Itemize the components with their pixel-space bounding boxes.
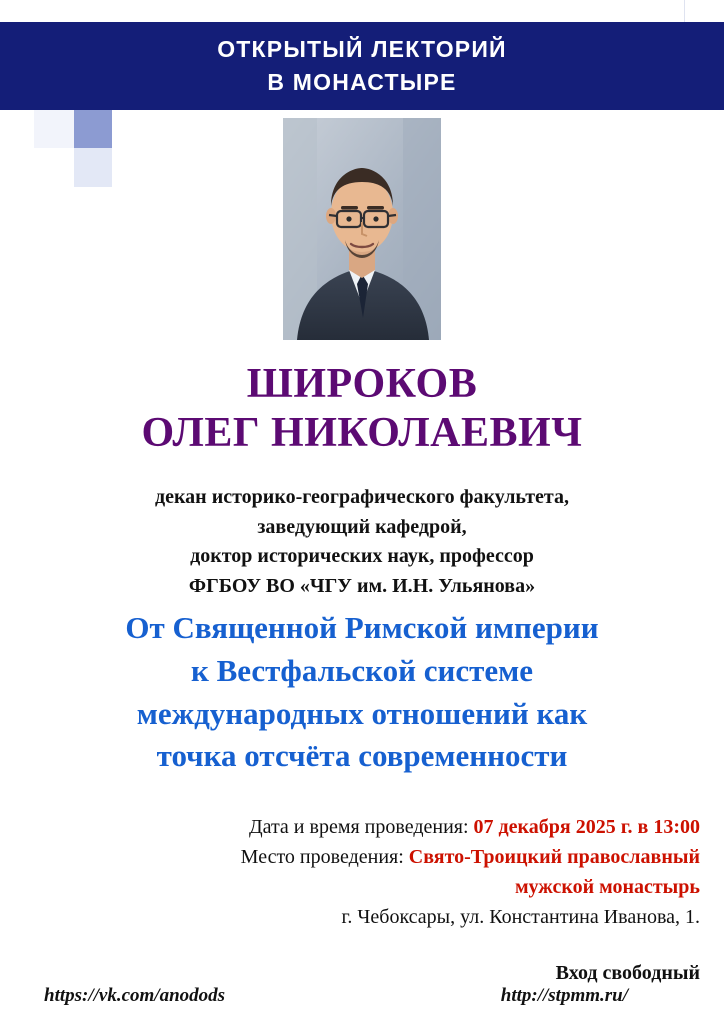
- event-date-value: 07 декабря 2025 г. в 13:00: [473, 816, 700, 838]
- corner-notch-decoration: [684, 0, 724, 23]
- footer-link-monastery[interactable]: http://stpmm.ru/: [500, 985, 628, 1006]
- topic-line-2: к Вестфальской системе: [191, 652, 533, 688]
- topic-line-4: точка отсчёта современности: [156, 738, 568, 774]
- footer-link-vk[interactable]: https://vk.com/anodods: [44, 985, 226, 1006]
- speaker-credentials: [0, 483, 724, 601]
- speaker-given-name: ОЛЕГ НИКОЛАЕВИЧ: [141, 410, 583, 457]
- decor-square-4: [74, 109, 112, 148]
- speaker-name: [0, 360, 724, 458]
- footer-links: [0, 985, 724, 1015]
- event-venue-row: [0, 842, 724, 872]
- event-address: г. Чебоксары, ул. Константина Иванова, 1.: [341, 906, 700, 928]
- lecture-topic: [0, 607, 724, 778]
- header-line-1: ОТКРЫТЫЙ ЛЕКТОРИЙ: [217, 36, 507, 63]
- event-venue-value-line-2: мужской монастырь: [514, 876, 700, 898]
- credential-line-1: декан историко-географического факультета,: [154, 486, 570, 508]
- decor-square-6: [74, 148, 112, 187]
- speaker-photo: [283, 118, 441, 340]
- header-title: [0, 22, 724, 110]
- credential-line-4: ФГБОУ ВО «ЧГУ им. И.Н. Ульянова»: [188, 574, 536, 597]
- event-venue-label: Место проведения:: [240, 846, 404, 868]
- decor-square-5: [34, 109, 74, 148]
- event-date-row: [0, 812, 724, 842]
- credential-line-3: доктор исторических наук, профессор: [190, 545, 534, 568]
- event-entry-note: Вход свободный: [555, 962, 700, 984]
- credential-line-2: заведующий кафедрой,: [257, 515, 467, 538]
- header-line-2: В МОНАСТЫРЕ: [267, 69, 457, 95]
- speaker-surname: ШИРОКОВ: [246, 361, 478, 407]
- event-venue-value-line-1: Свято-Троицкий православный: [408, 846, 700, 868]
- event-details: [0, 812, 724, 988]
- topic-line-3: международных отношений как: [136, 695, 588, 731]
- topic-line-1: От Священной Римской империи: [125, 610, 599, 645]
- event-date-label: Дата и время проведения:: [248, 816, 469, 838]
